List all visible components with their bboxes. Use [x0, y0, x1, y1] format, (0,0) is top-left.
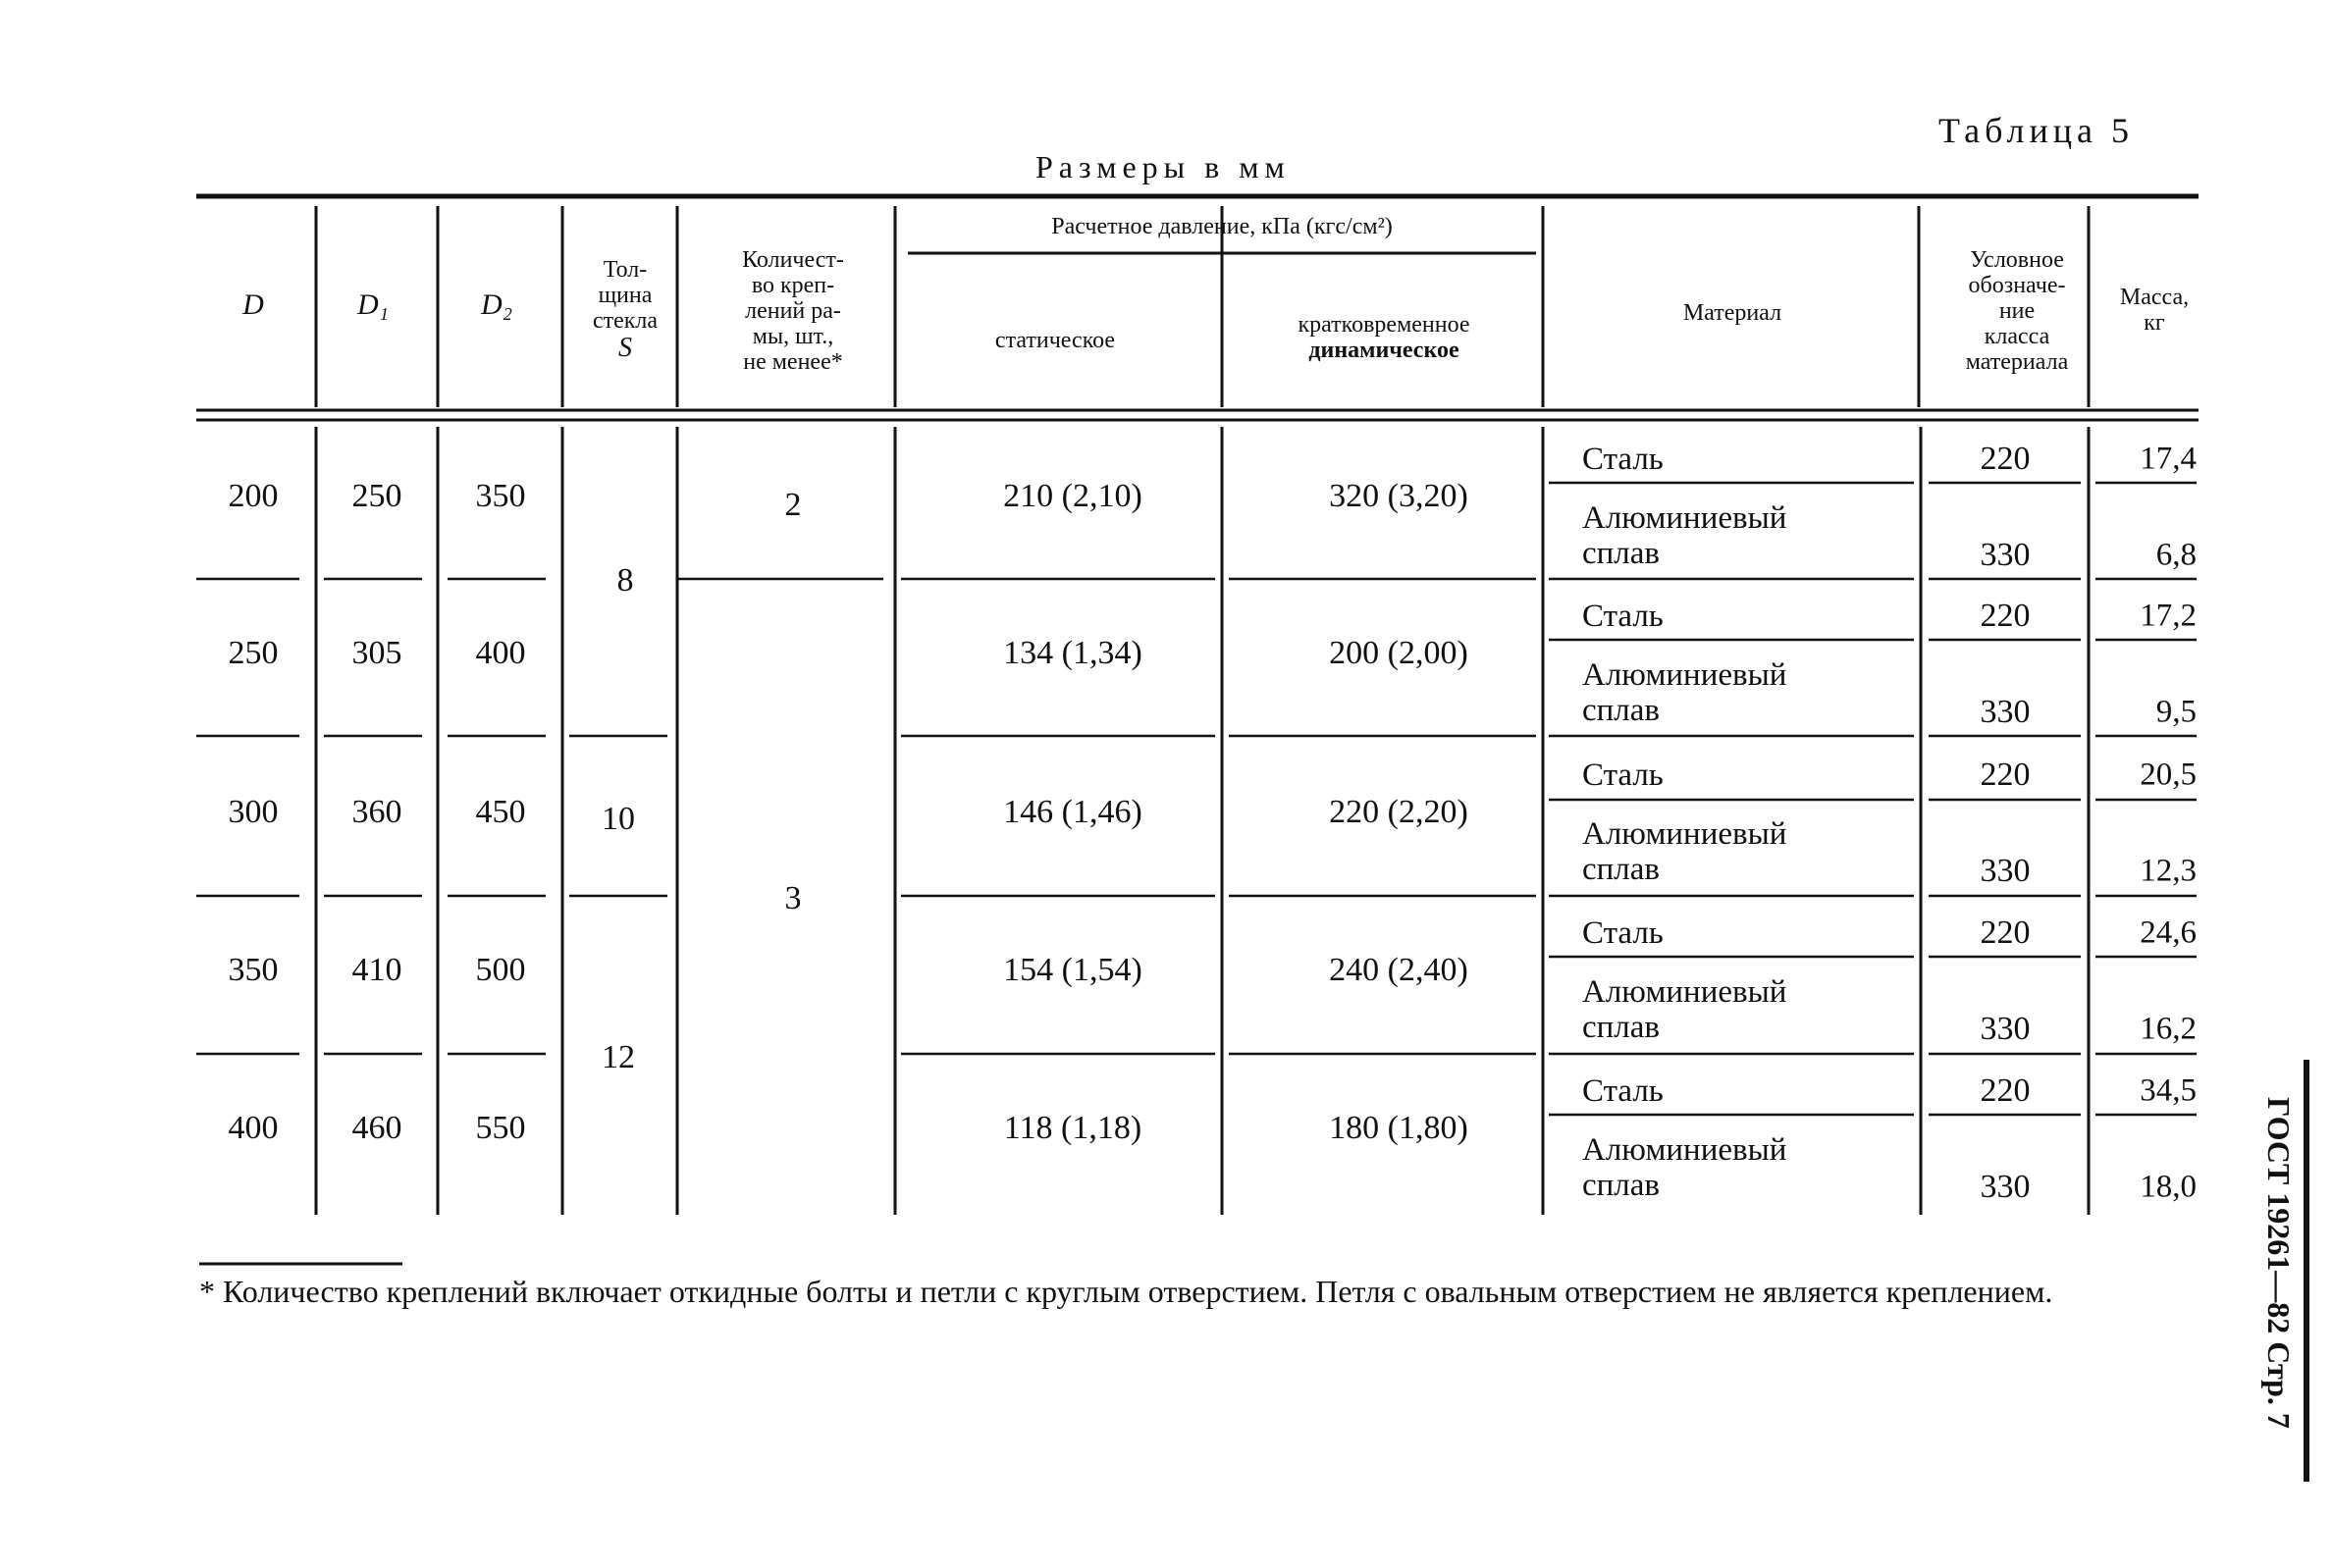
- d2-cell: 450: [475, 793, 526, 830]
- class-steel-cell: 220: [1980, 1072, 2031, 1109]
- d2-cell: 400: [475, 634, 526, 671]
- mass-steel-cell: 20,5: [2140, 757, 2197, 793]
- d2-cell: 500: [475, 951, 526, 988]
- d-cell: 200: [228, 477, 279, 514]
- header-thickness-symbol: S: [618, 333, 632, 363]
- mass-alloy-cell: 12,3: [2140, 853, 2197, 889]
- units-caption: Размеры в мм: [1035, 149, 1291, 184]
- material-steel: Сталь: [1582, 915, 1664, 951]
- mass-alloy-cell: 6,8: [2155, 537, 2197, 573]
- static-pressure-cell: 134 (1,34): [1003, 634, 1142, 671]
- thickness-cell: 12: [602, 1039, 635, 1075]
- header-fasteners: Количест- во креп- лений ра- мы, шт., не менее*: [742, 247, 844, 375]
- header-material: Материал: [1682, 300, 1782, 326]
- header-mass: Масса, кг: [2119, 285, 2190, 336]
- mass-alloy-cell: 18,0: [2140, 1169, 2197, 1205]
- d1-cell: 250: [351, 477, 402, 514]
- class-steel-cell: 220: [1980, 757, 2031, 793]
- material-alloy: Алюминиевый сплав: [1582, 1132, 1787, 1203]
- d1-cell: 410: [351, 951, 402, 988]
- material-alloy: Алюминиевый сплав: [1582, 974, 1787, 1045]
- footnote: * Количество креплений включает откидные болты и петли с круглым отверстием. Петля с овальным отверстием не является креплением.: [199, 1274, 2053, 1309]
- d-cell: 250: [228, 634, 279, 671]
- dynamic-pressure-cell: 240 (2,40): [1329, 951, 1468, 988]
- d-cell: 300: [228, 793, 279, 830]
- dynamic-pressure-cell: 200 (2,00): [1329, 634, 1468, 671]
- material-alloy: Алюминиевый сплав: [1582, 500, 1787, 571]
- class-alloy-cell: 330: [1980, 853, 2031, 889]
- d1-cell: 360: [351, 793, 402, 830]
- mass-steel-cell: 17,4: [2140, 441, 2197, 477]
- class-alloy-cell: 330: [1980, 1169, 2031, 1205]
- fastener-cell: 2: [784, 487, 802, 523]
- material-alloy: Алюминиевый сплав: [1582, 816, 1787, 887]
- d2-cell: 350: [475, 477, 526, 514]
- static-pressure-cell: 210 (2,10): [1003, 477, 1142, 514]
- header-d1: D₁: [356, 288, 390, 321]
- d2-cell: 550: [475, 1109, 526, 1146]
- table-title: Таблица 5: [1938, 111, 2134, 150]
- static-pressure-cell: 146 (1,46): [1003, 793, 1142, 830]
- header-pressure: Расчетное давление, кПа (кгс/см²): [1051, 214, 1393, 239]
- header-thickness: Тол- щина стекла S: [592, 257, 659, 363]
- class-steel-cell: 220: [1980, 441, 2031, 477]
- mass-steel-cell: 24,6: [2140, 915, 2197, 951]
- dynamic-pressure-cell: 220 (2,20): [1329, 793, 1468, 830]
- thickness-cell: 10: [602, 801, 635, 837]
- class-alloy-cell: 330: [1980, 694, 2031, 730]
- material-steel: Сталь: [1582, 1073, 1664, 1109]
- class-steel-cell: 220: [1980, 598, 2031, 634]
- mass-alloy-cell: 16,2: [2140, 1011, 2197, 1047]
- dynamic-pressure-cell: 180 (1,80): [1329, 1109, 1468, 1146]
- thickness-cell: 8: [616, 562, 634, 599]
- mass-steel-cell: 34,5: [2140, 1072, 2197, 1109]
- material-steel: Сталь: [1582, 599, 1664, 634]
- material-alloy: Алюминиевый сплав: [1582, 657, 1787, 728]
- d1-cell: 305: [351, 634, 402, 671]
- header-class: Условное обозначе- ние класса материала: [1965, 247, 2069, 375]
- class-alloy-cell: 330: [1980, 537, 2031, 573]
- d1-cell: 460: [351, 1109, 402, 1146]
- static-pressure-cell: 154 (1,54): [1003, 951, 1142, 988]
- d-cell: 400: [228, 1109, 279, 1146]
- mass-steel-cell: 17,2: [2140, 598, 2197, 634]
- header-static: статическое: [994, 328, 1116, 353]
- mass-alloy-cell: 9,5: [2155, 694, 2197, 730]
- static-pressure-cell: 118 (1,18): [1003, 1109, 1142, 1146]
- material-steel: Сталь: [1582, 442, 1664, 477]
- header-d2: D₂: [480, 288, 513, 321]
- class-steel-cell: 220: [1980, 915, 2031, 951]
- side-mark-rule: [2304, 1060, 2309, 1482]
- fastener-cell: 3: [784, 880, 802, 916]
- class-alloy-cell: 330: [1980, 1011, 2031, 1047]
- header-d: D: [242, 288, 264, 321]
- material-steel: Сталь: [1582, 758, 1664, 793]
- d-cell: 350: [228, 951, 279, 988]
- header-dynamic: кратковременное динамическое: [1298, 312, 1470, 363]
- side-mark: ГОСТ 19261—82 Стр. 7: [2261, 1097, 2297, 1429]
- dynamic-pressure-cell: 320 (3,20): [1329, 477, 1468, 514]
